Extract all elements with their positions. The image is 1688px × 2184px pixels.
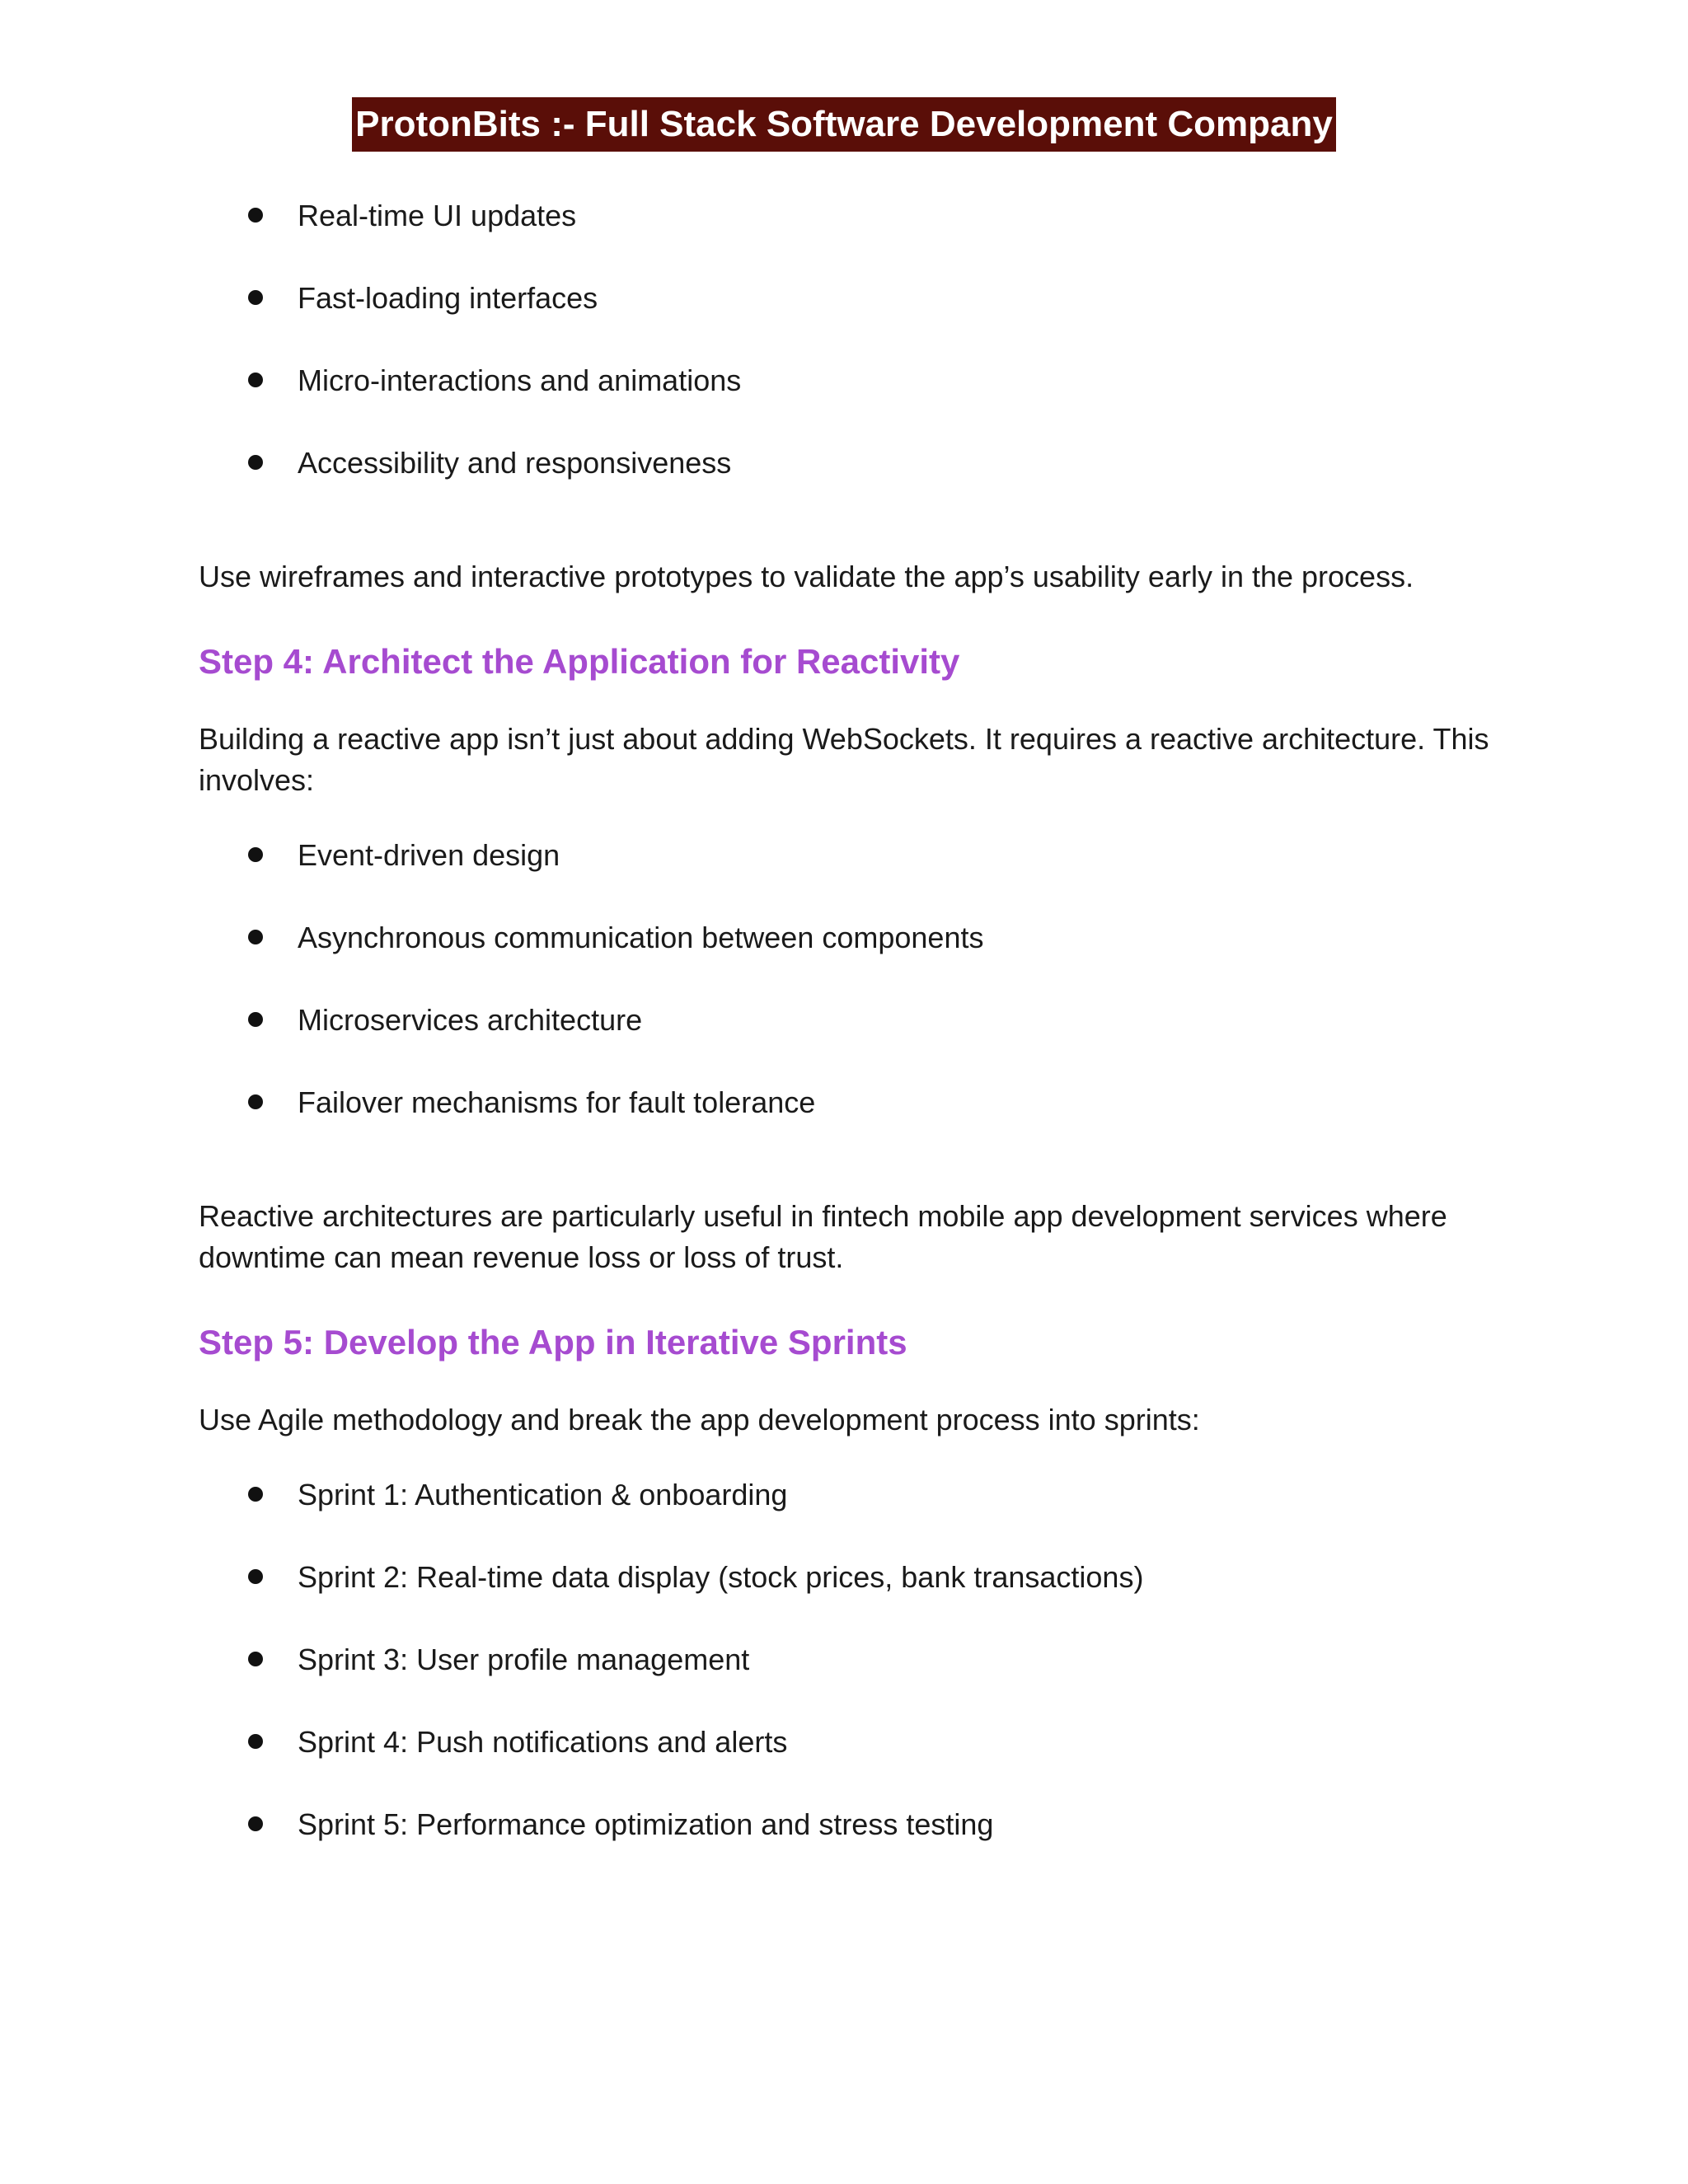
bullet-icon <box>248 208 263 223</box>
step5-heading: Step 5: Develop the App in Iterative Sprints <box>199 1323 907 1361</box>
bullet-icon <box>248 1652 263 1666</box>
list-item-text: Sprint 2: Real-time data display (stock prices, bank transactions) <box>298 1560 1144 1594</box>
header-container <box>0 97 1688 152</box>
list-item-text: Microservices architecture <box>298 1003 643 1037</box>
bullet-icon <box>248 847 263 862</box>
list-item-text: Sprint 1: Authentication & onboarding <box>298 1478 788 1511</box>
bullet-icon <box>248 1816 263 1831</box>
list-item-text: Asynchronous communication between components <box>298 921 984 954</box>
list-item-text: Sprint 4: Push notifications and alerts <box>298 1725 788 1759</box>
step4-intro-paragraph: Building a reactive app isn’t just about adding WebSockets. It requires a reactive architecture. This involves: <box>199 722 1489 797</box>
list-item-text: Event-driven design <box>298 838 560 872</box>
bullet-icon <box>248 1734 263 1749</box>
list-item-text: Accessibility and responsiveness <box>298 446 732 480</box>
step4-outro-paragraph: Reactive architectures are particularly useful in fintech mobile app development services where downtime can mean revenue loss or loss of trust. <box>199 1199 1447 1274</box>
bullet-icon <box>248 455 263 470</box>
company-header-title: ProtonBits :- Full Stack Software Development Company <box>352 97 1336 152</box>
step5-intro-paragraph: Use Agile methodology and break the app development process into sprints: <box>199 1403 1200 1436</box>
bullet-icon <box>248 1569 263 1584</box>
bullet-icon <box>248 373 263 387</box>
list-item-text: Fast-loading interfaces <box>298 281 598 315</box>
list-item-text: Sprint 5: Performance optimization and stress testing <box>298 1807 994 1841</box>
list-item-text: Real-time UI updates <box>298 199 577 232</box>
bullet-icon <box>248 290 263 305</box>
bullet-icon <box>248 1012 263 1027</box>
list-item-text: Sprint 3: User profile management <box>298 1643 750 1676</box>
list-item-text: Failover mechanisms for fault tolerance <box>298 1085 816 1119</box>
bullet-icon <box>248 1094 263 1109</box>
wireframe-paragraph: Use wireframes and interactive prototypes to validate the app’s usability early in the process. <box>199 560 1414 593</box>
list-item-text: Micro-interactions and animations <box>298 363 742 397</box>
step4-heading: Step 4: Architect the Application for Reactivity <box>199 642 960 681</box>
bullet-icon <box>248 930 263 944</box>
bullet-icon <box>248 1487 263 1502</box>
